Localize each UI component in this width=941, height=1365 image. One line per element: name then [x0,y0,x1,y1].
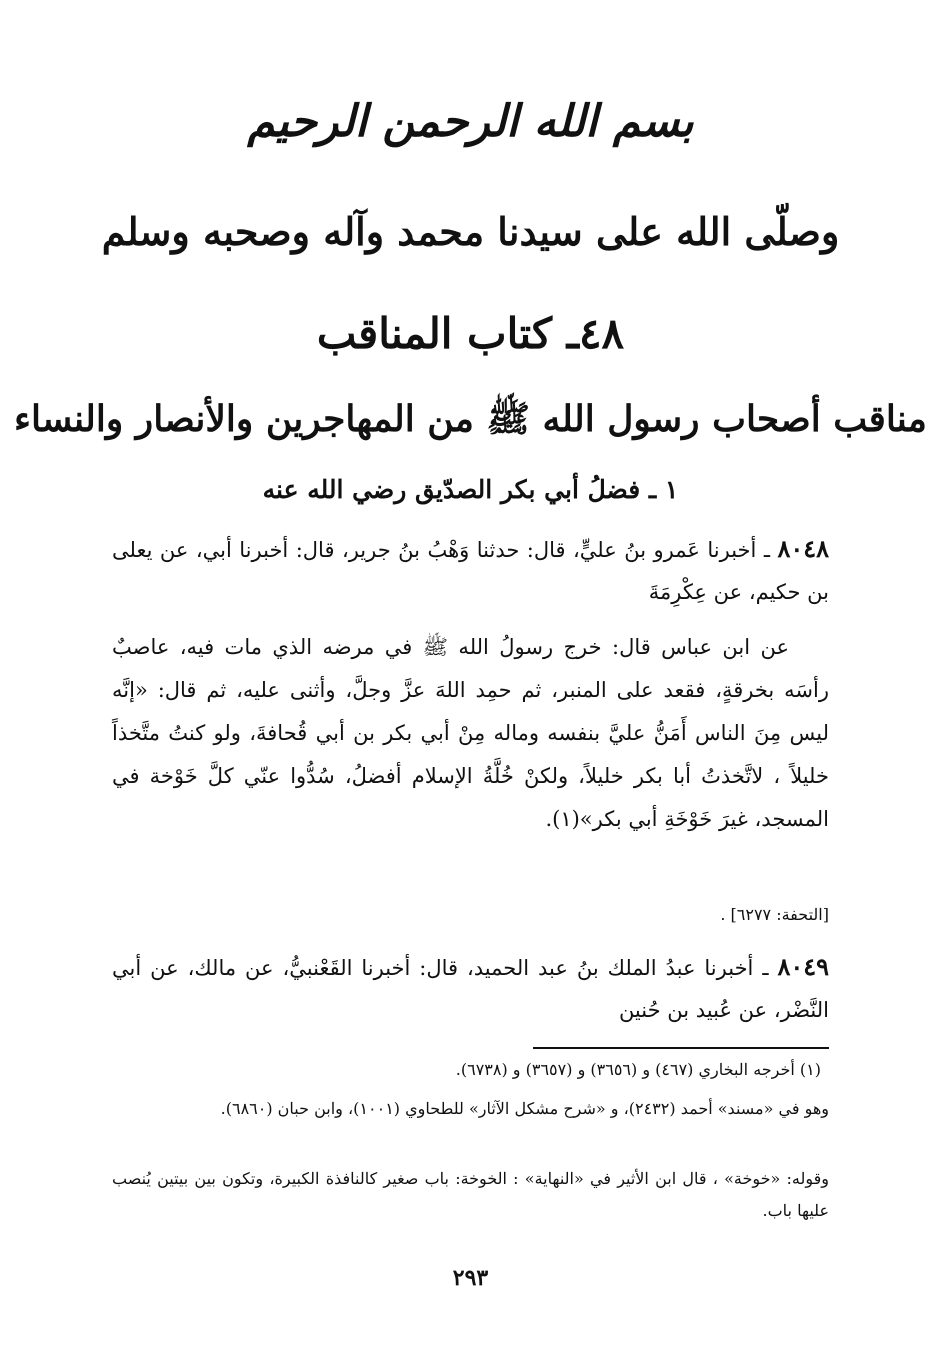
hadith-number: ٨٠٤٩ [777,952,830,981]
chapter-title: ١ ـ فضلُ أبي بكر الصدّيق رضي الله عنه [262,475,679,504]
footnote-1: (١) أخرجه البخاري (٤٦٧) و (٣٦٥٦) و (٣٦٥٧) و (٦٧٣٨). [455,1060,821,1079]
section-title: مناقب أصحاب رسول الله ﷺ من المهاجرين والأنصار والنساء [14,398,927,440]
footnote-divider [533,1047,829,1049]
hadith-isnad-text: ـ أخبرنا عبدُ الملك بنُ عبد الحميد، قال: أخبرنا القَعْنبيُّ، عن مالك، عن أبي النَّضْر، عن عُبيد بن حُنين [112,956,829,1022]
footnote-3: وقوله: «خوخة» ، قال ابن الأثير في «النهاية» : الخوخة: باب صغير كالنافذة الكبيرة، وتكون بين بيتين يُنصب عليها باب. [112,1169,830,1220]
hadith-number: ٨٠٤٨ [777,534,829,563]
basmala-heading: بسم الله الرحمن الرحيم [247,96,694,147]
page-number: ٢٩٣ [452,1265,489,1291]
hadith-8048-isnad [112,528,829,613]
salawat-heading: وصلّى الله على سيدنا محمد وآله وصحبه وسلم [101,209,840,254]
hadith-8048-matn: عن ابن عباس قال: خرج رسولُ الله ﷺ في مرضه الذي مات فيه، عاصبٌ رأسَه بخرقةٍ، فقعد على المنبر، ثم حمِد اللهَ عزَّ وجلَّ، وأثنى عليه، ثم قال: «إنَّه ليس مِنَ الناس أَمَنُّ عليَّ بنفسه وماله مِنْ أبي بكر بن أبي قُحافةَ، ولو كنتُ متَّخذاً خليلاً ، لاتَّخذتُ أبا بكر خليلاً، ولكنْ خُلَّةُ الإسلام أفضلُ، سُدُّوا عنّي كلَّ خَوْخة في المسجد، غيرَ خَوْخَةِ أبي بكر»(١). [112,635,829,831]
tuhfa-reference: [التحفة: ٦٢٧٧] . [720,905,829,924]
book-title: ٤٨ـ كتاب المناقب [316,309,625,358]
footnote-2: وهو في «مسند» أحمد (٢٤٣٢)، و «شرح مشكل الآثار» للطحاوي (١٠٠١)، وابن حبان (٦٨٦٠). [220,1099,829,1118]
hadith-isnad-text: ـ أخبرنا عَمرو بنُ عليٍّ، قال: حدثنا وَهْبُ بنُ جرير، قال: أخبرنا أبي، عن يعلى بن حكيم، عن عِكْرِمَةَ [112,538,829,604]
hadith-8049-isnad [112,946,829,1031]
